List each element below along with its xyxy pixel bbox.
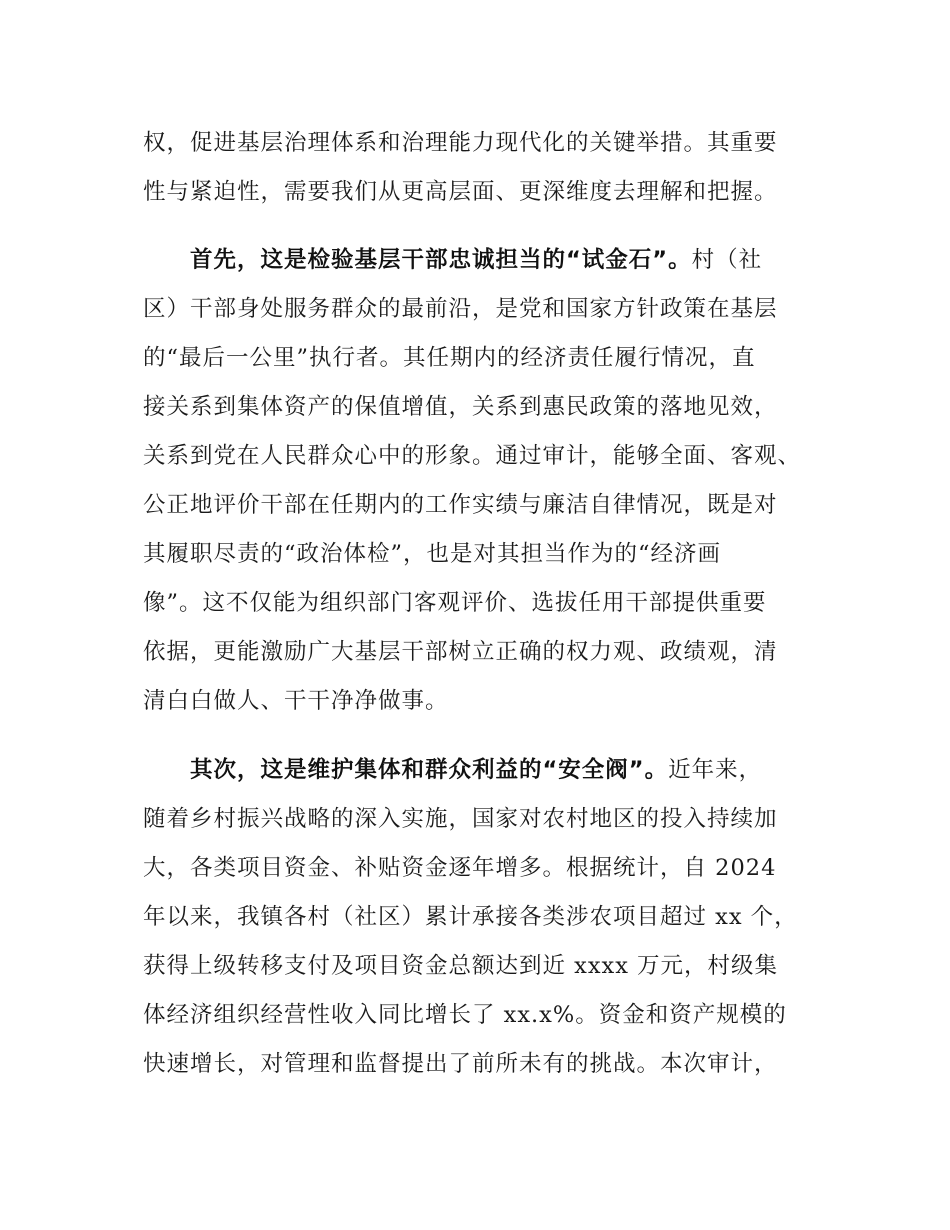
section-lead-heading: 首先，这是检验基层干部忠诚担当的“试金石”。 [190,247,692,273]
paragraph-line: 快速增长，对管理和监督提出了前所未有的挑战。本次审计， [143,1051,778,1077]
paragraph-line: 权，促进基层治理体系和治理能力现代化的关键举措。其重要 [143,130,778,156]
paragraph-line: 性与紧迫性，需要我们从更高层面、更深维度去理解和把握。 [143,179,778,205]
paragraph-line: 其履职尽责的“政治体检”，也是对其担当作为的“经济画 [143,541,722,567]
paragraph-line: 年以来，我镇各村（社区）累计承接各类涉农项目超过 xx 个， [143,904,798,930]
paragraph-line: 随着乡村振兴战略的深入实施，国家对农村地区的投入持续加 [143,806,778,832]
paragraph-line: 依据，更能激励广大基层干部树立正确的权力观、政绩观，清 [143,639,778,665]
paragraph-line: 体经济组织经营性收入同比增长了 xx.x%。资金和资产规模的 [143,1002,787,1028]
paragraph-line: 大，各类项目资金、补贴资金逐年增多。根据统计，自 2024 [143,855,777,881]
section-lead-heading: 其次，这是维护集体和群众利益的“安全阀”。 [190,757,669,783]
paragraph-line: 接关系到集体资产的保值增值，关系到惠民政策的落地见效， [143,394,778,420]
section-first-line [190,750,870,790]
paragraph-line: 的“最后一公里”执行者。其任期内的经济责任履行情况，直 [143,345,756,371]
paragraph-line: 区）干部身处服务群众的最前沿，是党和国家方针政策在基层 [143,296,778,322]
section-first-line-text: 近年来， [668,757,763,783]
paragraph-line: 关系到党在人民群众心中的形象。通过审计，能够全面、客观、 [143,443,802,469]
paragraph-line: 公正地评价干部在任期内的工作实绩与廉洁自律情况，既是对 [143,492,778,518]
paragraph-line: 清白白做人、干干净净做事。 [143,688,449,714]
paragraph-line: 像”。这不仅能为组织部门客观评价、选拔任用干部提供重要 [143,590,767,616]
section-first-line-text: 村（社 [691,247,763,273]
paragraph-line: 获得上级转移支付及项目资金总额达到近 xxxx 万元，村级集 [143,953,779,979]
section-first-line [190,240,870,280]
